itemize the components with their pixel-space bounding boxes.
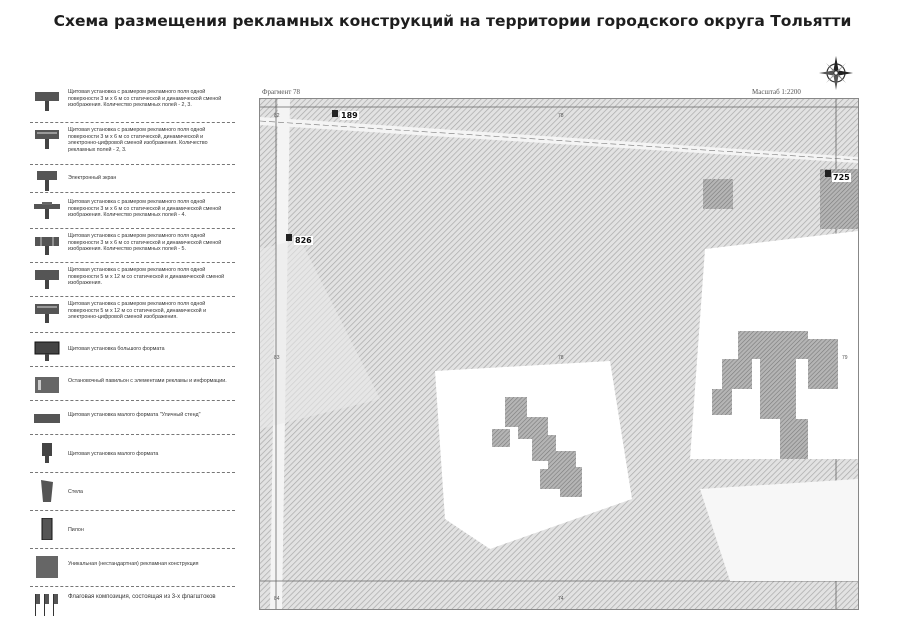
fragment-label: Фрагмент 78 [262,88,301,96]
legend-item: Электронный экран [30,166,235,193]
ad-construction-marker[interactable] [825,170,831,177]
billboard-5-faces-icon [34,234,60,256]
bus-stop-pavilion-icon [34,374,60,396]
grid-cell-label: 78 [558,113,564,119]
legend-item: Щитовая установка малого формата "Уличный стенд" [30,404,235,435]
street-stand-icon [34,408,60,430]
legend-item: Щитовая установка с размером рекламного поля одной поверхности 5 м х 12 м со статической, динамической и электронно-цифровой сменой изображения. [30,298,235,333]
legend-item: Остановочный павильон с элементами рекламы и информации. [30,370,235,401]
ad-label-826[interactable]: 826 [295,236,312,245]
ad-label-725[interactable]: 725 [833,173,850,182]
grid-cell-label: 83 [274,355,280,361]
grid-cell-label: 82 [274,113,280,119]
legend-item: Щитовая установка с размером рекламного поля одной поверхности 3 м х 6 м со статической, динамической и электронно-цифровой сменой изображения. Количество рекламных полей - 2, 3. [30,124,235,165]
billboard-3x6-digital-icon [34,128,60,150]
legend-item: Пилон [30,514,235,549]
ad-construction-marker[interactable] [332,110,338,117]
legend-item: Флаговая композиция, состоящая из 3-х флагштоков [30,590,235,616]
legend-item: Щитовая установка большого формата [30,336,235,367]
page-title: Схема размещения рекламных конструкций на территории городского округа Тольятти [53,12,852,30]
grid-cell-label: 74 [558,596,564,602]
billboard-4-faces-icon [34,200,60,222]
legend-item: Уникальная (нестандартная) рекламная конструкция [30,552,235,587]
scale-label: Масштаб 1:2200 [752,88,801,96]
legend-item: Щитовая установка с размером рекламного поля одной поверхности 3 м х 6 м со статической и динамической сменой изображения. Количество рекламных полей - 5. [30,230,235,263]
unique-construction-icon [34,556,60,578]
map-drawing [260,99,858,609]
large-format-billboard-icon [34,340,60,362]
compass-rose-icon [818,55,854,91]
legend-item: Щитовая установка малого формата [30,438,235,473]
map-canvas[interactable] [259,98,859,610]
pylon-icon [34,518,60,540]
stele-icon [34,480,60,502]
legend-item: Щитовая установка с размером рекламного поля одной поверхности 3 м х 6 м со статической и динамической сменой изображения. Количество рекламных полей - 2, 3. [30,86,235,123]
billboard-5x12-icon [34,268,60,290]
legend-item: Стела [30,476,235,511]
flag-composition-icon [34,594,60,616]
grid-cell-label: 78 [558,355,564,361]
ad-construction-marker[interactable] [286,234,292,241]
billboard-3x6-icon [34,90,60,112]
ad-label-189[interactable]: 189 [341,111,358,120]
legend-item: Щитовая установка с размером рекламного поля одной поверхности 3 м х 6 м со статической и динамической сменой изображения. Количество рекламных полей - 4. [30,196,235,229]
billboard-5x12-digital-icon [34,302,60,324]
electronic-screen-icon [34,170,60,192]
small-format-billboard-icon [34,442,60,464]
legend-item: Щитовая установка с размером рекламного поля одной поверхности 5 м х 12 м со статической и динамической сменой изображения. [30,264,235,297]
grid-cell-label: 84 [274,596,280,602]
grid-cell-label: 79 [842,355,848,361]
